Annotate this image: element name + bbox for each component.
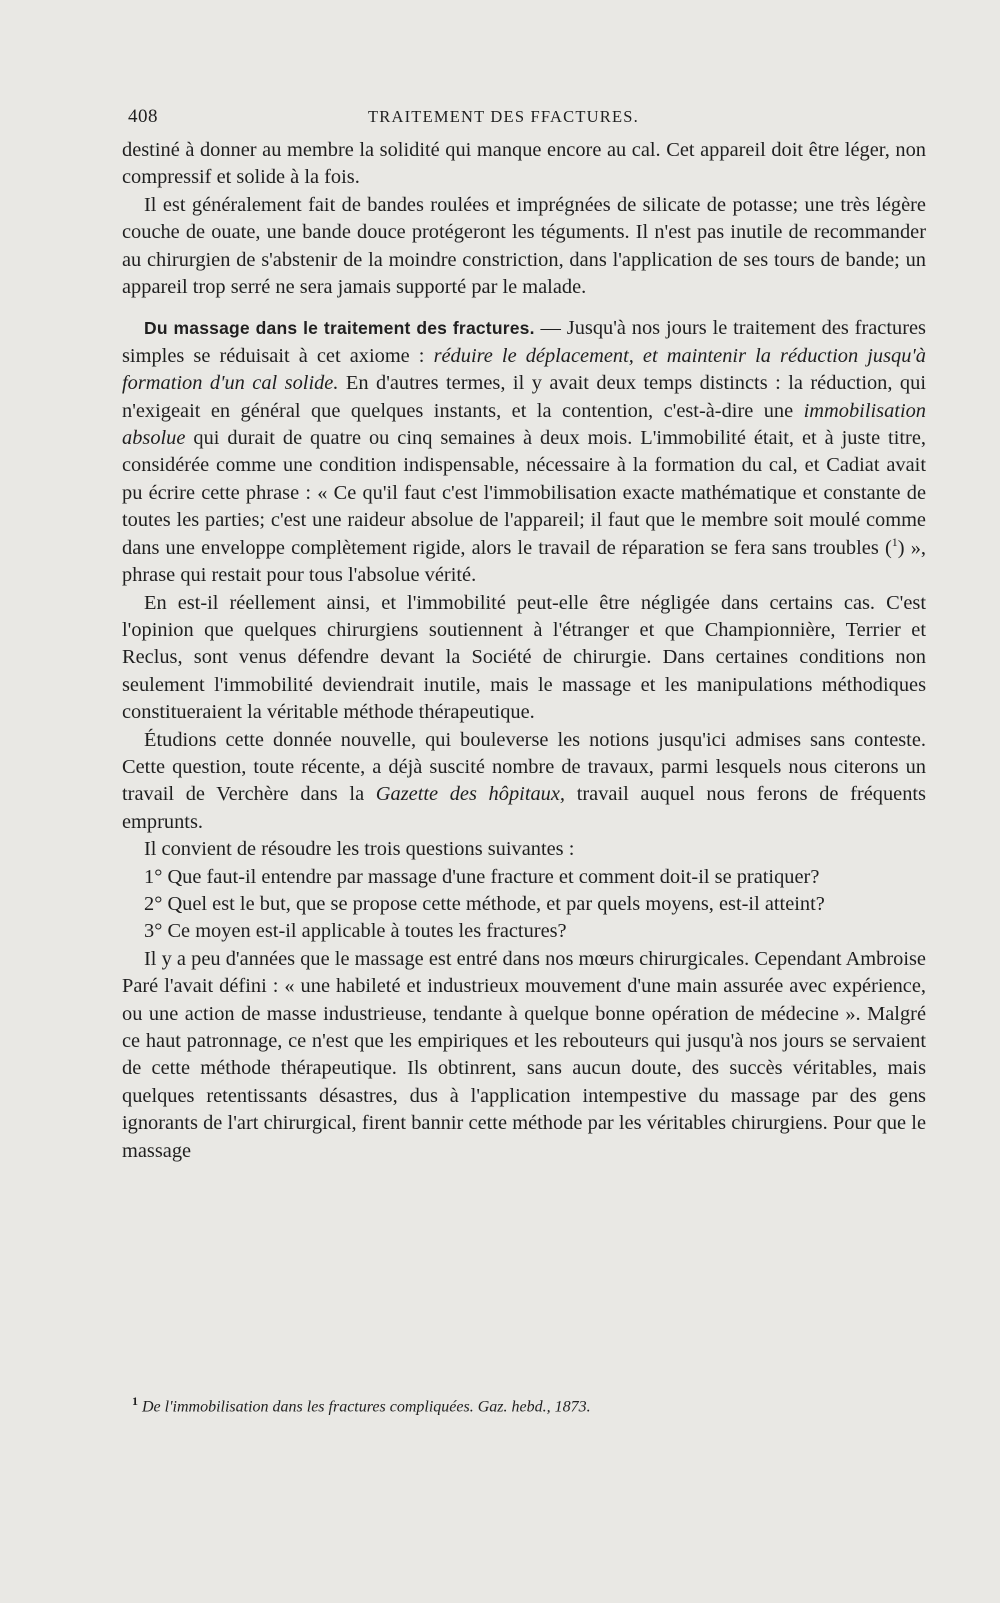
- paragraph-3-italic-1: réduire le déplacement, et maintenir la réduction jusqu'à formation d'un cal solide.: [122, 344, 926, 395]
- footnote-text: De l'immobilisation dans les fractures compliquées. Gaz. hebd., 1873.: [142, 1398, 591, 1416]
- paragraph-3: [122, 315, 926, 589]
- paragraph-10: Il y a peu d'années que le massage est entré dans nos mœurs chirurgicales. Cependant Ambroise Paré l'avait défini : « une habileté et industrieux mouvement d'une main assurée avec expérience, ou une action de masse industrieuse, tendante à quelque bonne opération de médecine ». Malgré ce haut patronnage, ce n'est que les empiriques et les rebouteurs qui jusqu'à nos jours se servaient de cette méthode thérapeutique. Ils obtinrent, sans aucun doute, des succès véritables, mais quelques retentissants désastres, dus à l'application intempestive du massage par des gens ignorants de l'art chirurgical, firent bannir cette méthode par les véritables chirurgiens. Pour que le massage: [122, 947, 926, 1162]
- body-text: [122, 137, 926, 1165]
- paragraph-6: Il convient de résoudre les trois questions suivantes :: [144, 838, 575, 861]
- section-heading: Du massage dans le traitement des fractures.: [144, 318, 535, 339]
- page-number: 408: [128, 106, 158, 127]
- paragraph-2: Il est généralement fait de bandes roulées et imprégnées de silicate de potasse; une très légère couche de ouate, une bande douce protégeront les téguments. Il n'est pas inutile de recommander au chirurgien de s'abstenir de la moindre constriction, dans l'application de ses tours de bande; un appareil trop serré ne sera jamais supporté par le malade.: [122, 193, 926, 299]
- paragraph-9: 3° Ce moyen est-il applicable à toutes les fractures?: [144, 920, 567, 943]
- paragraph-5-text-1: Étudions cette donnée nouvelle, qui bouleverse les notions jusqu'ici admises sans conteste. Cette question, toute récente, a déjà suscité nombre de travaux, parmi lesquels nous citerons un travail de Verchère dans la: [122, 728, 926, 806]
- paragraph-3-text-3: qui durait de quatre ou cinq semaines à deux mois. L'immobilité était, et à juste titre, considérée comme une condition indispensable, nécessaire à la formation du cal, et Cadiat avait pu écrire cette phrase : « Ce qu'il faut c'est l'immobilisation exacte mathématique et constante de toutes les parties; c'est une raideur absolue de l'appareil; il faut que le membre soit moulé comme dans une enveloppe complètement rigide, alors le travail de réparation se fera sans troubles (: [122, 427, 926, 559]
- page-header: [128, 106, 908, 132]
- footnote-marker: 1: [132, 1394, 138, 1408]
- footnote-reference: 1: [891, 534, 898, 549]
- paragraph-3-italic-2: immobilisation absolue: [122, 399, 926, 450]
- paragraph-8: 2° Quel est le but, que se propose cette méthode, et par quels moyens, est-il atteint?: [144, 892, 825, 915]
- paragraph-1: destiné à donner au membre la solidité qui manque encore au cal. Cet appareil doit être léger, non compressif et solide à la fois.: [122, 139, 926, 189]
- paragraph-4: En est-il réellement ainsi, et l'immobilité peut-elle être négligée dans certains cas. C'est l'opinion que quelques chirurgiens soutiennent à l'étranger et que Championnière, Terrier et Reclus, sont venus défendre devant la Société de chirurgie. Dans certaines conditions non seulement l'immobilité deviendrait inutile, mais le massage et les manipulations méthodiques constitueraient la véritable méthode thérapeutique.: [122, 591, 926, 724]
- running-title: TRAITEMENT DES FFACTURES.: [368, 107, 639, 126]
- paragraph-5-italic-1: Gazette des hôpitaux,: [375, 783, 566, 806]
- footnote: [132, 1394, 912, 1416]
- paragraph-5: [122, 727, 926, 837]
- paragraph-5-text-2: travail auquel nous ferons de fréquents emprunts.: [122, 783, 926, 833]
- paragraph-3-text-4: ) », phrase qui restait pour tous l'absolue vérité.: [122, 536, 927, 587]
- paragraph-3-text-2: En d'autres termes, il y avait deux temps distincts : la réduction, qui n'exigeait en général que quelques instants, et la contention, c'est-à-dire une: [122, 372, 926, 422]
- paragraph-3-text-1: — Jusqu'à nos jours le traitement des fractures simples se réduisait à cet axiome :: [122, 317, 926, 367]
- paragraph-7: 1° Que faut-il entendre par massage d'une fracture et comment doit-il se pratiquer?: [144, 865, 820, 888]
